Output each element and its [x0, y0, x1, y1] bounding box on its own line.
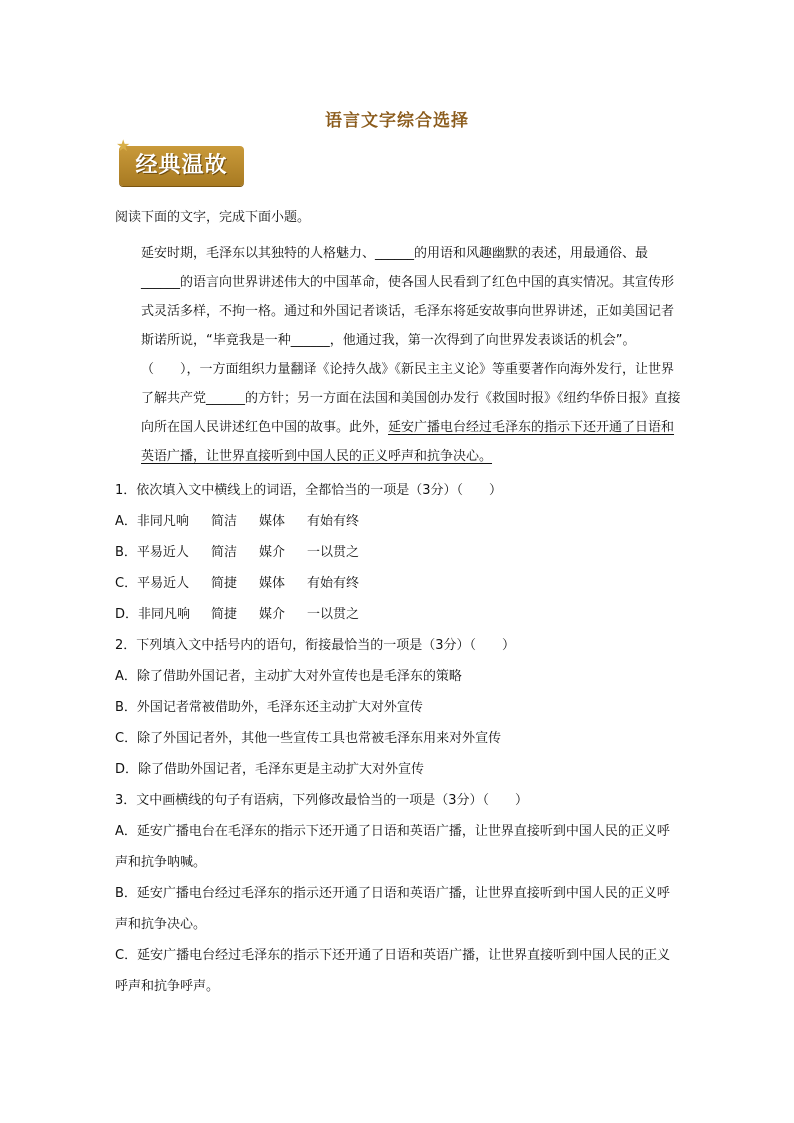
- option-row: [115, 599, 681, 630]
- badge-label: 经典温故: [135, 153, 228, 178]
- option-row: C．除了外国记者外，其他一些宣传工具也常被毛泽东用来对外宣传: [115, 731, 502, 746]
- option-word: A．非同凡响: [115, 514, 189, 529]
- option-word: 有始有终: [307, 576, 360, 591]
- section-badge: [116, 136, 244, 186]
- option-row: [115, 537, 681, 568]
- question-2-stem: 2．下列填入文中括号内的语句，衔接最恰当的一项是（3分）（ ）: [115, 638, 516, 653]
- option-row: [115, 506, 681, 537]
- option-word: 简捷: [211, 576, 238, 591]
- passage: [115, 239, 681, 471]
- star-icon: ★: [116, 136, 131, 155]
- question-1-stem: 1．依次填入文中横线上的词语，全都恰当的一项是（3分）（ ）: [115, 483, 503, 498]
- option-word: D．非同凡响: [115, 607, 191, 622]
- option-word: 有始有终: [307, 514, 360, 529]
- option-word: 一以贯之: [307, 607, 360, 622]
- option-row: D．除了借助外国记者，毛泽东更是主动扩大对外宣传: [115, 762, 425, 777]
- option-row: A．延安广播电台在毛泽东的指示下还开通了日语和英语广播，让世界直接听到中国人民的正义呼声和抗争呐喊。: [115, 824, 670, 870]
- underlined-sentence: 延安广播电台经过毛泽东的指示下还开通了日语和英语广播，让世界直接听到中国人民的正义呼声和抗争决心。: [141, 420, 675, 464]
- option-word: B．平易近人: [115, 545, 189, 560]
- option-row: C．延安广播电台经过毛泽东的指示下还开通了日语和英语广播，让世界直接听到中国人民的正义呼声和抗争呼声。: [115, 948, 671, 994]
- option-word: 简洁: [211, 514, 238, 529]
- option-word: 媒介: [259, 607, 286, 622]
- question-3-stem: 3．文中画横线的句子有语病，下列修改最恰当的一项是（3分）（ ）: [115, 793, 529, 808]
- option-word: 一以贯之: [307, 545, 360, 560]
- option-word: 简捷: [211, 607, 238, 622]
- instruction: 阅读下面的文字，完成下面小题。: [115, 210, 311, 225]
- document-body: [115, 202, 681, 1002]
- option-row: B．延安广播电台经过毛泽东的指示还开通了日语和英语广播，让世界直接听到中国人民的正义呼声和抗争决心。: [115, 886, 670, 932]
- option-row: B．外国记者常被借助外，毛泽东还主动扩大对外宣传: [115, 700, 423, 715]
- option-row: A．除了借助外国记者，主动扩大对外宣传也是毛泽东的策略: [115, 669, 462, 684]
- passage-text: 延安时期，毛泽东以其独特的人格魅力、______的用语和风趣幽默的表述，用最通俗、最______的语言向世界讲述伟大的中国革命，使各国人民看到了红色中国的真实情况。其宣传形式灵活多样，不拘一格。通过和外国记者谈话，毛泽东将延安故事向世界讲述，正如美国记者斯诺所说，“毕竟我是一种______，他通过我，第一次得到了向世界发表谈话的机会”。（ ），一方面组织力量翻译《论持久战》《新民主主义论》等重要著作向海外发行，让世界了解共产党______的方针；另一方面在法国和美国创办发行《救国时报》《纽约华侨日报》直接向所在国人民讲述红色中国的故事。此外，: [141, 246, 681, 435]
- option-word: 简洁: [211, 545, 238, 560]
- option-word: 媒介: [259, 545, 286, 560]
- question-1-options: [115, 506, 681, 630]
- page-title: 语言文字综合选择: [325, 111, 469, 131]
- option-word: C．平易近人: [115, 576, 190, 591]
- option-word: 媒体: [259, 576, 286, 591]
- option-word: 媒体: [259, 514, 286, 529]
- option-row: [115, 568, 681, 599]
